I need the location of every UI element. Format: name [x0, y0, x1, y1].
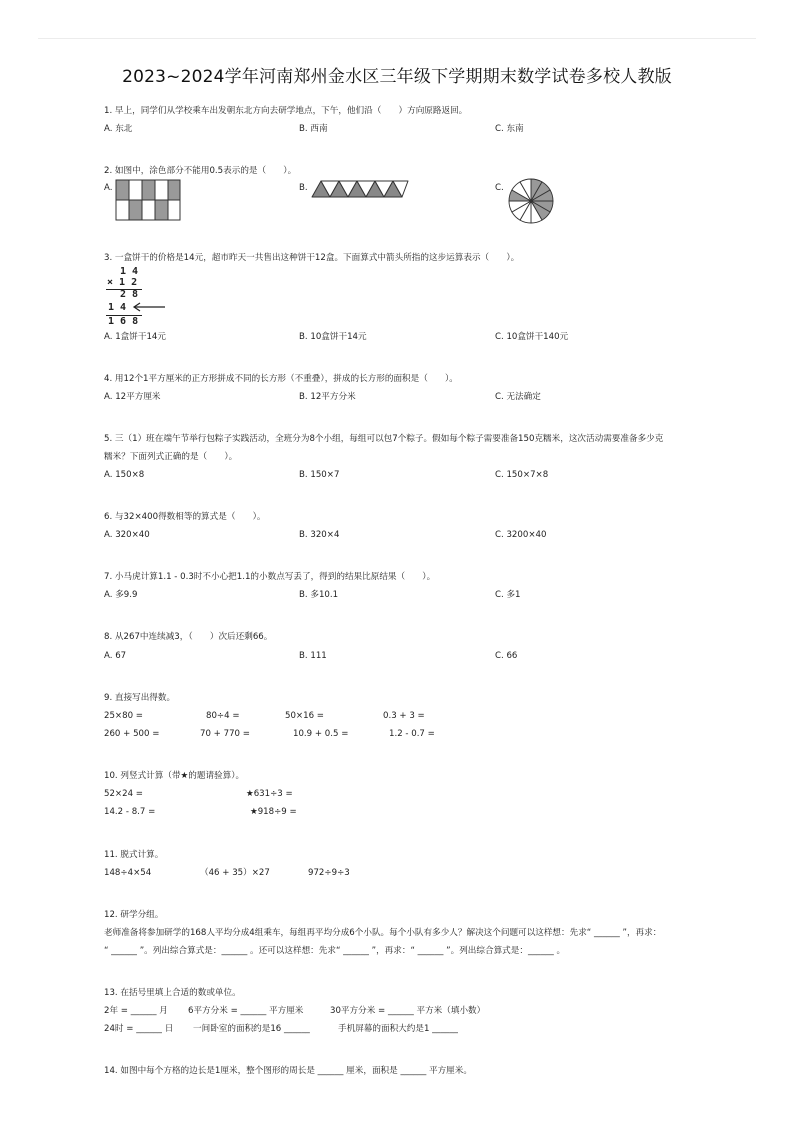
q8-option-b[interactable]: B. 111 — [299, 651, 327, 661]
q11-item: 972÷9÷3 — [308, 868, 350, 878]
q5-stem-line-1: 5. 三（1）班在端午节举行包粽子实践活动，全班分为8个小组，每组可以包7个粽子。假如每个粽子需要准备150克糯米，这次活动需要准备多少克 — [104, 434, 664, 444]
q3-calc-partial-2: 1 4 — [108, 302, 127, 313]
q2-label-b[interactable]: B. — [299, 183, 308, 193]
q11-item: （46 + 35）×27 — [200, 868, 270, 878]
q2-figure-c-circle — [507, 177, 555, 225]
q14-stem: 14. 如图中每个方格的边长是1厘米，整个图形的周长是 ______ 厘米，面积是 ______ 平方厘米。 — [104, 1066, 472, 1076]
q2-label-a[interactable]: A. — [104, 183, 113, 193]
q5-stem-line-2: 糯米？下面列式正确的是（ ）。 — [104, 452, 238, 462]
q9-item: 260 + 500 = — [104, 729, 160, 739]
q1-option-a[interactable]: A. 东北 — [104, 124, 133, 134]
q3-calc-multiplier: × 1 2 — [107, 277, 138, 288]
q9-item: 1.2 - 0.7 = — [389, 729, 435, 739]
q7-option-b[interactable]: B. 多10.1 — [299, 590, 339, 600]
q10-item: ★918÷9 = — [250, 807, 297, 817]
q12-stem: 12. 研学分组。 — [104, 910, 164, 920]
q6-stem: 6. 与32×400得数相等的算式是（ ）。 — [104, 512, 266, 522]
q13-stem: 13. 在括号里填上合适的数或单位。 — [104, 988, 241, 998]
q4-option-a[interactable]: A. 12平方厘米 — [104, 392, 161, 402]
q3-calc-partial-1: 2 8 — [120, 289, 139, 300]
q4-option-b[interactable]: B. 12平方分米 — [299, 392, 356, 402]
page-title: 2023~2024学年河南郑州金水区三年级下学期期末数学试卷多校人教版 — [122, 67, 672, 87]
q8-option-c[interactable]: C. 66 — [495, 651, 518, 661]
q3-option-c[interactable]: C. 10盒饼干140元 — [495, 332, 569, 342]
arrow-left-icon — [132, 302, 166, 312]
q6-option-a[interactable]: A. 320×40 — [104, 530, 150, 540]
q9-item: 70 + 770 = — [200, 729, 250, 739]
q3-option-b[interactable]: B. 10盒饼干14元 — [299, 332, 367, 342]
q13-blank[interactable]: 30平方分米 = ______ 平方米（填小数） — [330, 1006, 486, 1016]
q8-option-a[interactable]: A. 67 — [104, 651, 127, 661]
q9-item: 10.9 + 0.5 = — [293, 729, 349, 739]
q4-stem: 4. 用12个1平方厘米的正方形拼成不同的长方形（不重叠），拼成的长方形的面积是（ ）。 — [104, 374, 458, 384]
q11-stem: 11. 脱式计算。 — [104, 850, 164, 860]
q13-blank[interactable]: 手机屏幕的面积大约是1 ______ — [338, 1024, 458, 1034]
q2-figure-b-triangles — [310, 179, 410, 199]
q9-item: 0.3 + 3 = — [383, 711, 425, 721]
q13-blank[interactable]: 2年 = ______ 月 — [104, 1006, 168, 1016]
q12-line-1: 老师准备将参加研学的168人平均分成4组乘车，每组再平均分成6个小队。每个小队有多少人？解决这个问题可以这样想：先求“ ______ ”，再求： — [104, 928, 662, 938]
q13-blank[interactable]: 24时 = ______ 日 — [104, 1024, 174, 1034]
q10-item: ★631÷3 = — [246, 789, 293, 799]
q10-stem: 10. 列竖式计算（带★的题请验算）。 — [104, 771, 245, 781]
q13-blank[interactable]: 一间卧室的面积约是16 ______ — [193, 1024, 310, 1034]
q7-option-c[interactable]: C. 多1 — [495, 590, 521, 600]
q12-line-2: “ ______ ”。列出综合算式是：______ 。还可以这样想：先求“ ______ ”，再求：“ ______ ”。列出综合算式是：______ 。 — [104, 946, 566, 956]
q3-option-a[interactable]: A. 1盒饼干14元 — [104, 332, 166, 342]
q6-option-b[interactable]: B. 320×4 — [299, 530, 340, 540]
q9-item: 50×16 = — [285, 711, 325, 721]
q1-stem: 1. 早上，同学们从学校乘车出发朝东北方向去研学地点，下午，他们沿（ ）方向原路返回。 — [104, 106, 468, 116]
q3-vertical-multiplication — [104, 266, 170, 328]
q11-item: 148÷4×54 — [104, 868, 152, 878]
q9-item: 80÷4 = — [206, 711, 240, 721]
q3-calc-multiplicand: 1 4 — [120, 266, 139, 277]
q13-blank[interactable]: 6平方分米 = ______ 平方厘米 — [188, 1006, 304, 1016]
header-divider — [38, 38, 756, 39]
q9-stem: 9. 直接写出得数。 — [104, 693, 176, 703]
q10-item: 14.2 - 8.7 = — [104, 807, 156, 817]
q3-stem: 3. 一盒饼干的价格是14元，超市昨天一共售出这种饼干12盒。下面算式中箭头所指的这步运算表示（ ）。 — [104, 253, 520, 263]
q5-option-a[interactable]: A. 150×8 — [104, 470, 145, 480]
q2-label-c[interactable]: C. — [495, 183, 504, 193]
q5-option-b[interactable]: B. 150×7 — [299, 470, 340, 480]
q9-item: 25×80 = — [104, 711, 144, 721]
q5-option-c[interactable]: C. 150×7×8 — [495, 470, 549, 480]
q6-option-c[interactable]: C. 3200×40 — [495, 530, 547, 540]
q1-option-c[interactable]: C. 东南 — [495, 124, 524, 134]
q1-option-b[interactable]: B. 西南 — [299, 124, 328, 134]
q4-option-c[interactable]: C. 无法确定 — [495, 392, 541, 402]
q7-stem: 7. 小马虎计算1.1 - 0.3时不小心把1.1的小数点写丢了，得到的结果比原结果（ ）。 — [104, 572, 436, 582]
q2-figure-a-grid — [115, 179, 181, 221]
q10-item: 52×24 = — [104, 789, 144, 799]
q7-option-a[interactable]: A. 多9.9 — [104, 590, 138, 600]
q8-stem: 8. 从267中连续减3，（ ）次后还剩66。 — [104, 632, 273, 642]
q3-calc-result: 1 6 8 — [108, 316, 139, 327]
q2-stem: 2. 如图中，涂色部分不能用0.5表示的是（ ）。 — [104, 166, 297, 176]
